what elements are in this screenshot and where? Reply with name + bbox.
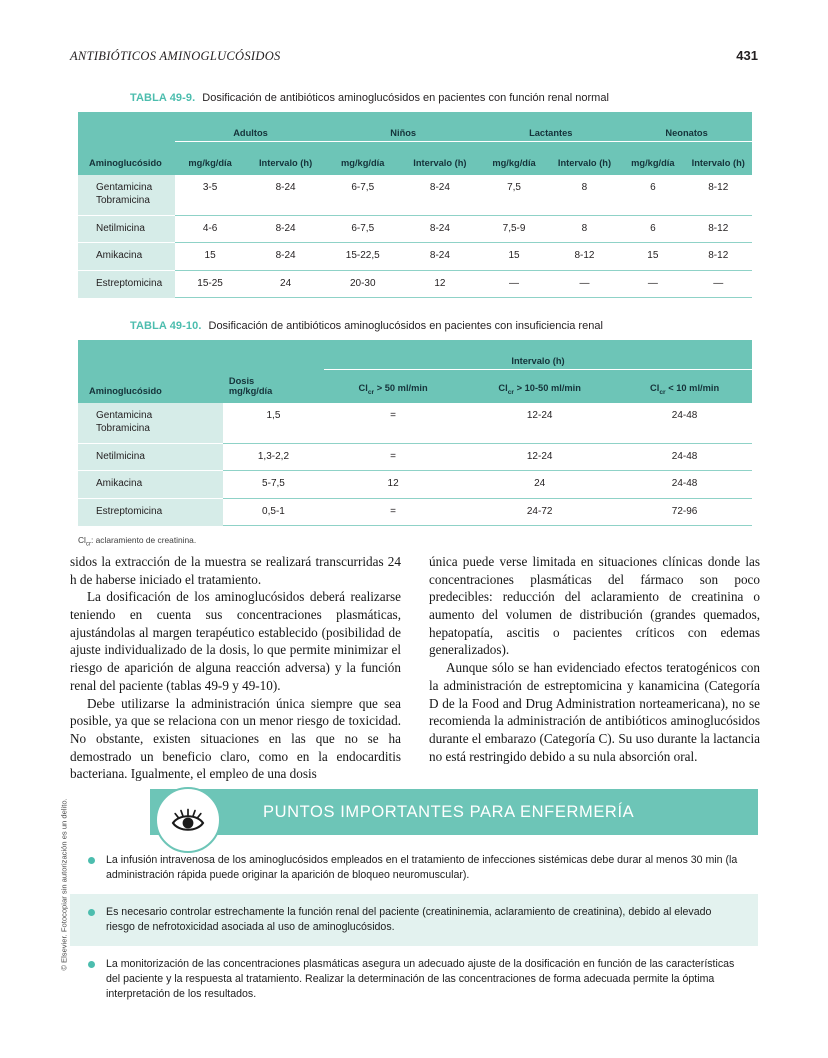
cell-value: 24 (245, 271, 326, 298)
cell-value: — (621, 271, 684, 298)
cell-value: 8-12 (685, 243, 752, 271)
nursing-points-title: PUNTOS IMPORTANTES PARA ENFERMERÍA (263, 802, 635, 821)
cell-value: 8-24 (245, 175, 326, 215)
table-row (78, 271, 752, 298)
table-49-9 (78, 112, 752, 298)
cell-value: 7,5-9 (480, 215, 547, 243)
cell-value: 4-6 (175, 215, 245, 243)
table-row (78, 499, 752, 526)
cell-value: 8 (548, 215, 621, 243)
table-49-10-column-header-row (78, 370, 752, 404)
table-row (78, 471, 752, 499)
page-number: 431 (736, 48, 758, 63)
cell-value: 24-48 (617, 471, 752, 499)
nursing-points-list (70, 842, 758, 1013)
column-header-adultos-dosis: mg/kg/día (175, 142, 245, 176)
cell-value: — (480, 271, 547, 298)
cell-value: 8 (548, 175, 621, 215)
column-header-lactantes-dosis: mg/kg/día (480, 142, 547, 176)
cell-value: 8-24 (399, 175, 480, 215)
cell-value: 24 (462, 471, 617, 499)
row-drug-name-line-1: Netilmicina (96, 450, 145, 462)
row-drug-name-line-1: Gentamicina (96, 410, 153, 421)
column-header-dosis-line-1: Dosis (228, 376, 255, 386)
row-drug-name-line-1: Amikacina (96, 250, 143, 262)
cell-value: 8-24 (245, 215, 326, 243)
table-49-10-footnote (78, 535, 752, 548)
cell-value: 1,3-2,2 (223, 443, 324, 471)
column-header-clcr-10-50 (462, 370, 617, 404)
clcr-subscript: cr (367, 389, 375, 396)
row-drug-name (78, 443, 223, 471)
body-text (70, 553, 760, 783)
cell-value: 12-24 (462, 403, 617, 443)
row-drug-name (78, 403, 223, 443)
cell-value: 24-48 (617, 443, 752, 471)
table-49-9-caption-label: TABLA 49-9. (130, 92, 196, 104)
group-header-blank (78, 112, 175, 142)
group-header-lactantes: Lactantes (480, 112, 621, 142)
footnote-rest: : aclaramiento de creatinina. (90, 535, 197, 546)
table-row (78, 215, 752, 243)
clcr-rest: > 10-50 ml/min (514, 383, 581, 394)
table-49-9-column-header-row (78, 142, 752, 176)
column-header-dosis-line-2: mg/kg/día (228, 386, 273, 396)
bullet-icon (88, 961, 95, 968)
row-drug-name-line-1: Amikacina (96, 478, 143, 490)
body-paragraph: sidos la extracción de la muestra se realizará transcurridas 24 h de haberse iniciado el tratamiento. (70, 554, 401, 587)
cell-value: 5-7,5 (223, 471, 324, 499)
row-drug-name-line-1: Netilmicina (96, 222, 145, 234)
cell-value: = (324, 403, 462, 443)
running-head-title: ANTIBIÓTICOS AMINOGLUCÓSIDOS (70, 49, 281, 63)
row-drug-name-line-2: Tobramicina (96, 422, 150, 434)
nursing-points-banner (150, 789, 758, 835)
row-drug-name (78, 471, 223, 499)
group-header-neonatos: Neonatos (621, 112, 752, 142)
cell-value: 6-7,5 (326, 175, 399, 215)
list-item-text: La monitorización de las concentraciones plasmáticas asegura un adecuado ajuste de la dosificación en función de las características del paciente y la respuesta al tratamiento. Realizar la determinación de las concentraciones de forma adecuada permite la óptima interpretación de los resultados. (106, 958, 735, 1001)
clcr-rest: > 50 ml/min (374, 383, 428, 394)
clcr-subscript: cr (659, 389, 666, 396)
cell-value: = (324, 443, 462, 471)
group-header-intervalo: Intervalo (h) (324, 340, 752, 370)
list-item-text: Es necesario controlar estrechamente la función renal del paciente (creatininemia, aclaramiento de creatinina), debido al elevado riesgo de nefrotoxicidad asociada al uso de aminoglucósidos. (106, 906, 712, 934)
footnote-subscript: cr (85, 542, 91, 549)
cell-value: 24-48 (617, 403, 752, 443)
copyright-notice: © Elsevier. Fotocopiar sin autorización es un delito. (59, 798, 69, 971)
cell-value: 8-12 (548, 243, 621, 271)
cell-value: — (548, 271, 621, 298)
cell-value: 0,5-1 (223, 499, 324, 526)
clcr-prefix: Cl (650, 383, 660, 394)
cell-value: 15-25 (175, 271, 245, 298)
column-header-clcr-lt-10 (617, 370, 752, 404)
table-49-9-block (78, 92, 752, 298)
column-header-adultos-intervalo: Intervalo (h) (245, 142, 326, 176)
cell-value: 20-30 (326, 271, 399, 298)
cell-value: 15 (175, 243, 245, 271)
cell-value: 8-12 (685, 215, 752, 243)
cell-value: 12 (399, 271, 480, 298)
clcr-prefix: Cl (358, 383, 368, 394)
column-header-ninos-dosis: mg/kg/día (326, 142, 399, 176)
cell-value: 8-24 (245, 243, 326, 271)
bullet-icon (88, 909, 95, 916)
list-item-text: La infusión intravenosa de los aminoglucósidos empleados en el tratamiento de infecciones sistémicas debe durar al menos 30 min (la administración rápida puede originar la aparición de bloqueo neuromuscular). (106, 854, 738, 882)
cell-value: 6 (621, 175, 684, 215)
column-header-clcr-gt-50 (324, 370, 462, 404)
cell-value: 6 (621, 215, 684, 243)
group-header-adultos: Adultos (175, 112, 326, 142)
row-drug-name (78, 271, 175, 298)
row-drug-name-line-1: Gentamicina (96, 182, 153, 193)
clcr-subscript: cr (507, 389, 515, 396)
cell-value: 1,5 (223, 403, 324, 443)
group-header-ninos: Niños (326, 112, 480, 142)
list-item (70, 894, 758, 946)
column-header-neonatos-dosis: mg/kg/día (621, 142, 684, 176)
cell-value: 8-24 (399, 243, 480, 271)
body-paragraph: Debe utilizarse la administración única siempre que sea posible, ya que se relaciona con un menor riesgo de toxicidad. No obstante, existen situaciones en las que no se ha demostrado un beneficio claro, como en la endocarditis bacteriana. Igualmente, el empleo de una dosis (70, 695, 401, 782)
cell-value: 8-12 (685, 175, 752, 215)
row-drug-name-line-1: Estreptomicina (96, 278, 163, 290)
cell-value: 7,5 (480, 175, 547, 215)
table-49-10 (78, 340, 752, 526)
table-row (78, 403, 752, 443)
group-header-blank-dose (223, 340, 324, 370)
body-paragraph: La dosificación de los aminoglucósidos deberá realizarse teniendo en cuenta sus concentraciones plasmáticas, ajustándolas al margen terapéutico establecido (posibilidad de ajuste individualizado de la dosis, lo que permite minimizar el riesgo de aparición de alguna reacción adversa) y la función renal del paciente (tablas 49-9 y 49-10). (70, 589, 401, 693)
cell-value: 15 (621, 243, 684, 271)
body-column-right (429, 553, 760, 783)
column-header-ninos-intervalo: Intervalo (h) (399, 142, 480, 176)
table-49-10-caption-label: TABLA 49-10. (130, 320, 202, 332)
column-header-aminoglucosido: Aminoglucósido (78, 142, 175, 176)
cell-value: 72-96 (617, 499, 752, 526)
running-head (70, 48, 758, 64)
table-row (78, 243, 752, 271)
cell-value: 12-24 (462, 443, 617, 471)
row-drug-name (78, 215, 175, 243)
cell-value: = (324, 499, 462, 526)
row-drug-name-line-1: Estreptomicina (96, 506, 163, 518)
column-header-neonatos-intervalo: Intervalo (h) (685, 142, 752, 176)
row-drug-name (78, 243, 175, 271)
group-header-blank-drug (78, 340, 223, 370)
eye-icon (155, 787, 221, 853)
list-item (70, 946, 758, 1013)
cell-value: 3-5 (175, 175, 245, 215)
clcr-rest: < 10 ml/min (665, 383, 720, 394)
row-drug-name-line-2: Tobramicina (96, 194, 150, 206)
cell-value: 15 (480, 243, 547, 271)
cell-value: 8-24 (399, 215, 480, 243)
table-49-10-group-header-row (78, 340, 752, 370)
cell-value: 6-7,5 (326, 215, 399, 243)
table-49-9-caption-text: Dosificación de antibióticos aminoglucósidos en pacientes con función renal normal (202, 92, 609, 104)
table-49-10-caption-text: Dosificación de antibióticos aminoglucósidos en pacientes con insuficiencia renal (208, 320, 603, 332)
body-column-left (70, 553, 401, 783)
table-49-9-group-header-row (78, 112, 752, 142)
table-49-10-caption (78, 320, 752, 332)
cell-value: 15-22,5 (326, 243, 399, 271)
cell-value: 12 (324, 471, 462, 499)
table-row (78, 175, 752, 215)
column-header-aminoglucosido: Aminoglucósido (78, 370, 223, 404)
column-header-dosis (223, 370, 324, 404)
table-49-10-block (78, 320, 752, 548)
clcr-prefix: Cl (498, 383, 508, 394)
footnote-prefix: Cl (78, 535, 86, 546)
body-paragraph: Aunque sólo se han evidenciado efectos teratogénicos con la administración de estreptomicina y kanamicina (Categoría D de la Food and Drug Administration norteamericana), no se recomienda la administración de antibióticos aminoglucósidos durante el embarazo (Categoría C). Su uso durante la lactancia no está restringido debido a su nula absorción oral. (429, 660, 760, 764)
cell-value: — (685, 271, 752, 298)
table-49-9-caption (78, 92, 752, 104)
body-paragraph: única puede verse limitada en situaciones clínicas donde las concentraciones plasmáticas del fármaco son poco predecibles: reducción del aclaramiento de creatinina o aumento del volumen de distribución (grandes quemados, hepatopatía, ascitis o pacientes críticos con edemas generalizados). (429, 554, 760, 658)
bullet-icon (88, 857, 95, 864)
cell-value: 24-72 (462, 499, 617, 526)
table-row (78, 443, 752, 471)
column-header-lactantes-intervalo: Intervalo (h) (548, 142, 621, 176)
row-drug-name (78, 499, 223, 526)
row-drug-name (78, 175, 175, 215)
